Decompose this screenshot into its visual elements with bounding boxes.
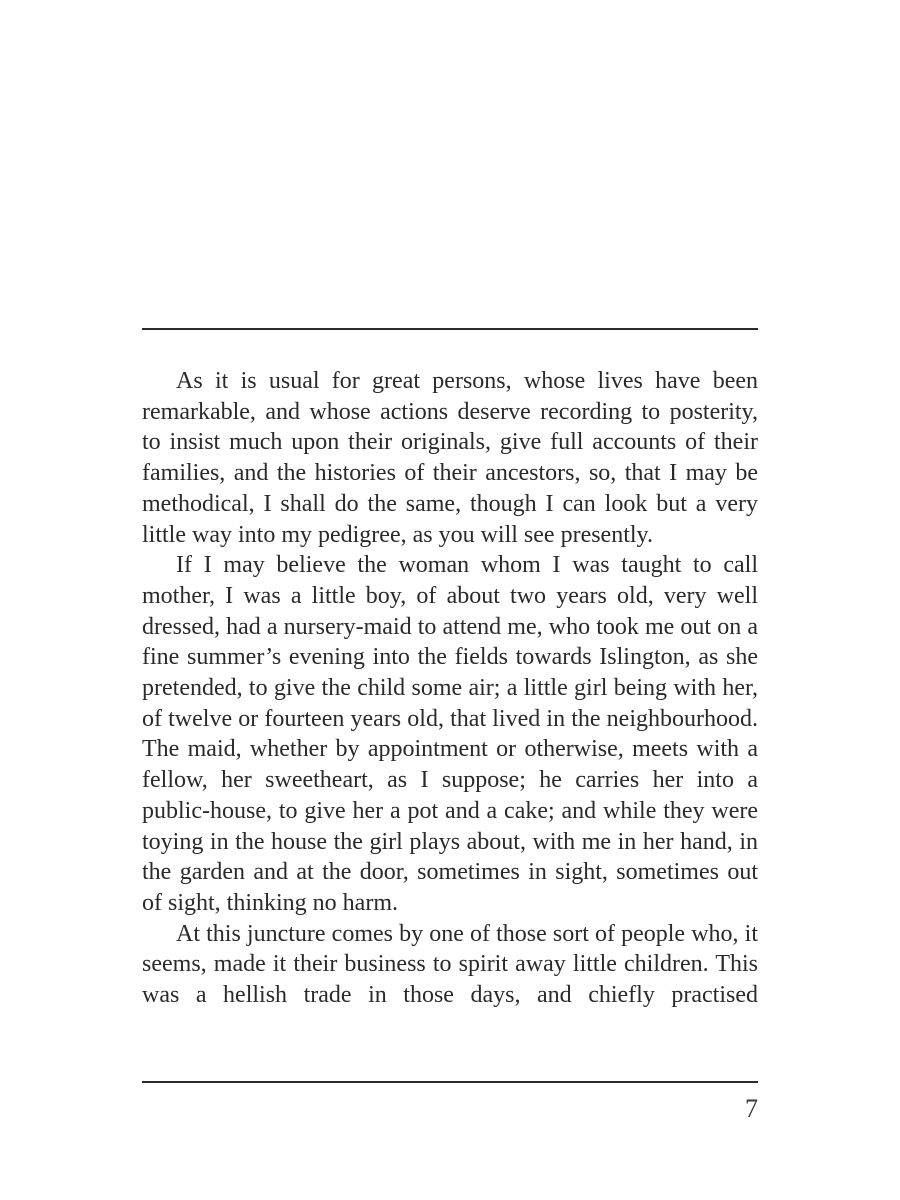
page-number: 7: [745, 1094, 758, 1123]
bottom-rule: [142, 1081, 758, 1083]
body-text: [142, 366, 758, 1011]
paragraph-3: At this juncture comes by one of those sort of people who, it seems, made it their business to spirit away little children. This was a hellish trade in those days, and chiefly practised: [142, 920, 758, 1009]
top-rule: [142, 328, 758, 330]
paragraph-1: As it is usual for great persons, whose lives have been remarkable, and whose actions deserve recording to posterity, to insist much upon their originals, give full accounts of their families, and the histories of their ancestors, so, that I may be methodical, I shall do the same, though I can look but a very little way into my pedigree, as you will see presently.: [142, 368, 758, 548]
paragraph-2: If I may believe the woman whom I was taught to call mother, I was a little boy, of about two years old, very well dressed, had a nursery-maid to attend me, who took me out on a fine summer’s evening into the fields towards Islington, as she pretended, to give the child some air; a little girl being with her, of twelve or fourteen years old, that lived in the neighbourhood. The maid, whether by appointment or otherwise, meets with a fellow, her sweetheart, as I suppose; he carries her into a public-house, to give her a pot and a cake; and while they were toying in the house the girl plays about, with me in her hand, in the garden and at the door, sometimes in sight, sometimes out of sight, thinking no harm.: [142, 552, 758, 916]
